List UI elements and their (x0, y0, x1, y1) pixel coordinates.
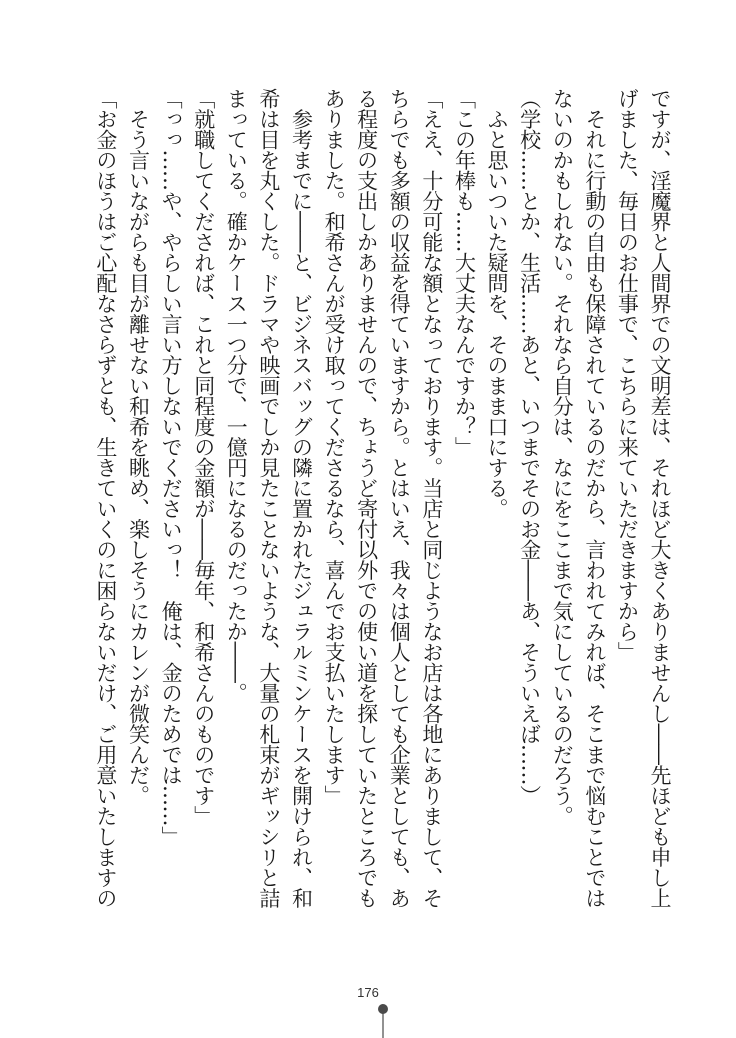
text-line: ちらでも多額の収益を得ていますから。とはいえ、我々は個人としても企業としても、あ (387, 88, 412, 908)
text-line: ないのかもしれない。それなら自分は、なにをここまで気にしているのだろう。 (550, 88, 575, 826)
text-line: ですが、淫魔界と人間界での文明差は、それほど大きくありませんし――先ほども申し上 (648, 88, 672, 908)
text-line: 「っっ……や、やらしい言い方しないでくださいっ！ 俺は、金のためでは……」 (159, 88, 184, 847)
text-line: 「お金のほうはご心配なさらずとも、生きていくのに困らないだけ、ご用意いたしますの (93, 88, 118, 908)
text-line: 「ええ、十分可能な額となっております。当店と同じようなお店は各地にありまして、そ (419, 88, 444, 908)
text-line: そう言いながらも目が離せない和希を眺め、楽しそうにカレンが微笑んだ。 (126, 88, 151, 806)
text-line: ふと思いついた疑問を、そのまま口にする。 (485, 88, 510, 519)
page-number: 176 (357, 985, 379, 1000)
text-line: （学校……とか、生活……あと、いつまでそのお金――あ、そういえば……） (517, 88, 542, 806)
text-line: ありました。和希さんが受け取ってくださるなら、喜んでお支払いたします」 (322, 88, 347, 806)
text-line: 希は目を丸くした。ドラマや映画でしか見たことないような、大量の札束がギッシリと詰 (256, 88, 281, 908)
text-line: それに行動の自由も保障されているのだから、言われてみれば、そこまで悩むことでは (582, 88, 607, 908)
body-text (93, 88, 676, 958)
text-line: まっている。確かケース一つ分で、一億円になるのだったか――。 (224, 88, 249, 703)
text-line: 「就職してくだされば、これと同程度の金額が――毎年、和希さんのものです」 (191, 88, 216, 826)
text-line: る程度の支出しかありませんので、ちょうど寄付以外での使い道を探していたところでも (354, 88, 379, 908)
text-line: げました、毎日のお仕事で、こちらに来ていただきますから」 (615, 88, 640, 662)
text-line: 参考までに――と、ビジネスバッグの隣に置かれたジュラルミンケースを開けられ、和 (289, 88, 314, 908)
text-line: 「この年棒も……大丈夫なんですか？」 (452, 88, 477, 457)
pin-ornament-icon (375, 1003, 391, 1038)
